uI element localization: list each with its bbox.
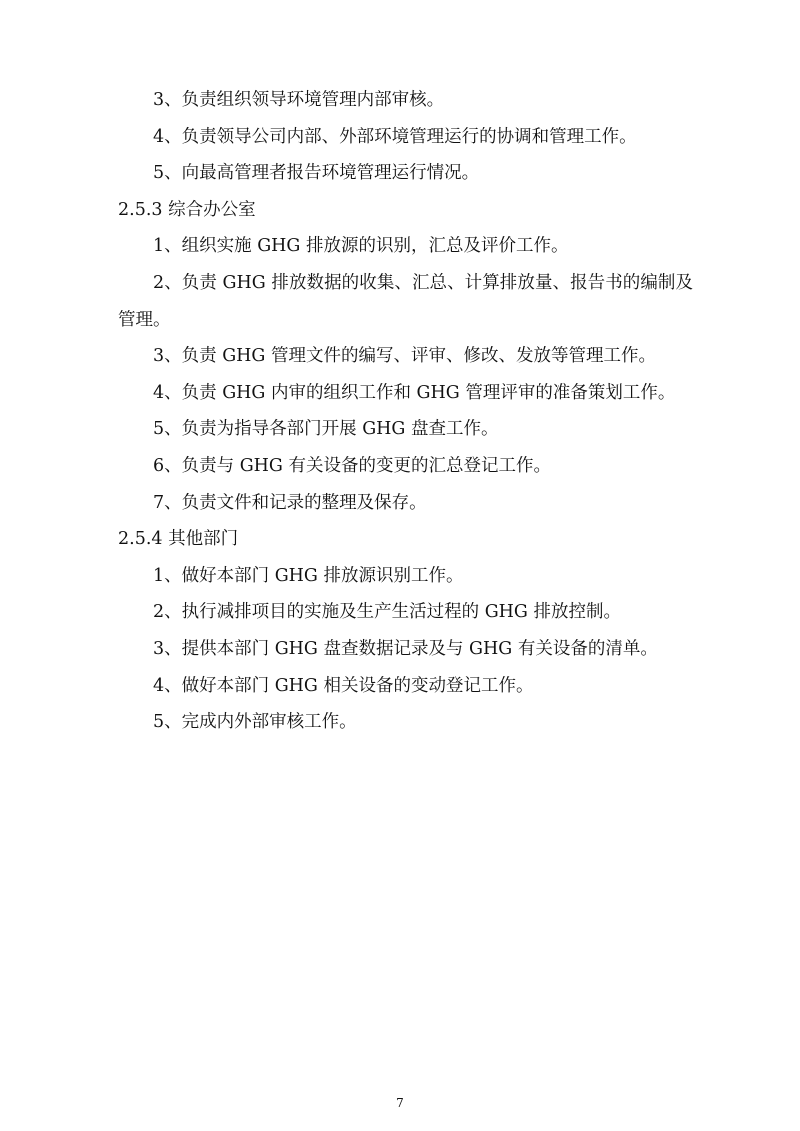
list-item: 2、负责 GHG 排放数据的收集、汇总、计算排放量、报告书的编制及管理。 — [118, 272, 693, 330]
list-item: 1、做好本部门 GHG 排放源识别工作。 — [153, 565, 464, 586]
list-item: 1、组织实施 GHG 排放源的识别，汇总及评价工作。 — [153, 236, 569, 257]
list-item: 3、提供本部门 GHG 盘查数据记录及与 GHG 有关设备的清单。 — [153, 638, 658, 659]
page-content — [118, 82, 693, 741]
section-other-departments — [118, 521, 693, 741]
section-general-office — [118, 192, 693, 521]
list-item: 5、完成内外部审核工作。 — [153, 712, 357, 733]
list-item: 6、负责与 GHG 有关设备的变更的汇总登记工作。 — [153, 455, 551, 476]
list-item: 4、做好本部门 GHG 相关设备的变动登记工作。 — [153, 675, 534, 696]
section-environment-duties — [118, 82, 693, 192]
list-item: 5、向最高管理者报告环境管理运行情况。 — [153, 163, 480, 184]
section-heading: 2.5.3 综合办公室 — [118, 199, 256, 220]
page-number: 7 — [396, 1096, 404, 1110]
list-item: 7、负责文件和记录的整理及保存。 — [153, 492, 427, 513]
section-heading: 2.5.4 其他部门 — [118, 529, 239, 550]
list-item: 4、负责领导公司内部、外部环境管理运行的协调和管理工作。 — [153, 126, 637, 147]
list-item: 2、执行减排项目的实施及生产生活过程的 GHG 排放控制。 — [153, 602, 621, 623]
list-item: 3、负责 GHG 管理文件的编写、评审、修改、发放等管理工作。 — [153, 346, 656, 367]
list-item: 3、负责组织领导环境管理内部审核。 — [153, 90, 445, 110]
list-item: 4、负责 GHG 内审的组织工作和 GHG 管理评审的准备策划工作。 — [153, 382, 676, 403]
list-item: 5、负责为指导各部门开展 GHG 盘查工作。 — [153, 419, 499, 440]
